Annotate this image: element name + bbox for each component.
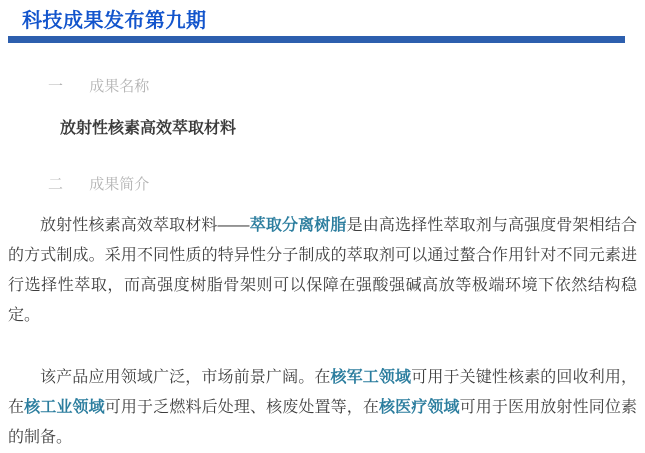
section-label: 成果名称 [89, 78, 150, 95]
paragraph-text-segment: 可用于乏燃料后处理、核废处置等，在 [104, 399, 379, 416]
page-title: 科技成果发布第九期 [22, 10, 207, 32]
paragraph-text-segment: 可用于关键性核素的回收利用，在 [8, 369, 637, 416]
section-number: 二 [48, 176, 64, 193]
paragraph-text-segment: 该产品应用领域广泛，市场前景广阔。在 [40, 369, 331, 386]
paragraph-material-description [8, 211, 637, 331]
section-head-achievement-intro [48, 173, 645, 194]
title-underline-bar [8, 36, 625, 43]
paragraph-text-segment: 是由高选择性萃取剂与高强度骨架相结合的方式制成。采用不同性质的特异性分子制成的萃取剂可以通过螯合作用针对不同元素进行选择性萃取，而高强度树脂骨架则可以保障在强酸强碱高放等极端环境下依然结构稳定。 [8, 217, 637, 324]
document-header [0, 0, 645, 43]
paragraph-applications [8, 363, 637, 453]
section-head-achievement-name [48, 75, 645, 96]
highlighted-term-nuclear-military: 核军工领域 [330, 369, 412, 386]
paragraph-text-segment: 可用于医用放射性同位素的制备。 [8, 399, 637, 446]
achievement-name: 放射性核素高效萃取材料 [60, 120, 237, 137]
highlighted-term-resin: 萃取分离树脂 [249, 217, 347, 234]
paragraph-text-segment: 放射性核素高效萃取材料—— [40, 217, 250, 234]
highlighted-term-nuclear-industry: 核工业领域 [24, 399, 105, 416]
section-label: 成果简介 [89, 176, 150, 193]
highlighted-term-nuclear-medical: 核医疗领域 [379, 399, 460, 416]
section-number: 一 [48, 78, 64, 95]
